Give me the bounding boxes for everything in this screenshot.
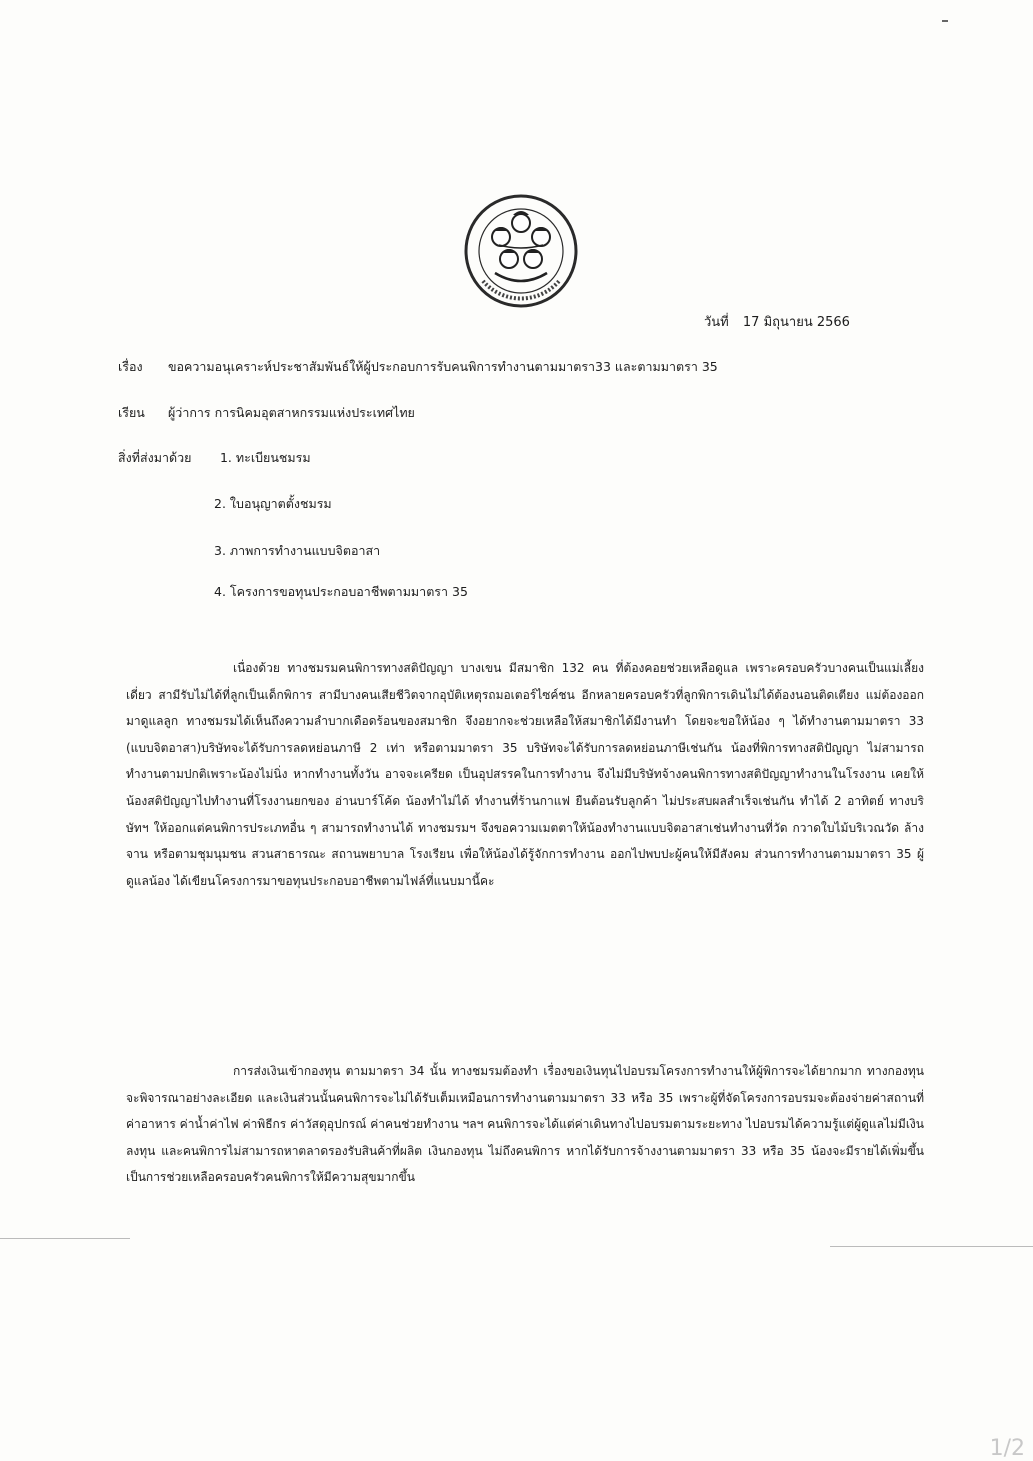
club-seal-logo (463, 193, 579, 309)
enclosure-item: 1. ทะเบียนชมรม (219, 450, 311, 465)
enclosures-label: สิ่งที่ส่งมาด้วย (118, 450, 192, 465)
date-value: 17 มิถุนายน 2566 (742, 315, 850, 330)
enclosure-item: 3. ภาพการทำงานแบบจิตอาสา (214, 543, 381, 558)
recipient-label: เรียน (118, 405, 145, 420)
letter-date (704, 311, 850, 332)
recipient-text: ผู้ว่าการ การนิคมอุตสาหกรรมแห่งประเทศไทย (167, 405, 415, 420)
enclosure-item: 4. โครงการขอทุนประกอบอาชีพตามมาตรา 35 (214, 584, 468, 599)
enclosures-line (118, 448, 311, 468)
body-paragraph-2: การส่งเงินเข้ากองทุน ตามมาตรา 34 นั้น ทางชมรมต้องทำ เรื่องขอเงินทุนไปอบรมโครงการทำงานให้ผู้พิการจะได้ยากมาก ทางกองทุนจะพิจารณาอย่างละเอียด และเงินส่วนนั้นคนพิการจะไม่ได้รับเต็มเหมือนการทำงานตามมาตรา 33 หรือ 35 เพราะผู้ที่จัดโครงการอบรมจะต้องจ่ายค่าสถานที่ ค่าอาหาร ค่าน้ำค่าไฟ ค่าพิธีกร ค่าวัสดุอุปกรณ์ ค่าคนช่วยทำงาน ฯลฯ คนพิการจะได้แต่ค่าเดินทางไปอบรมตามระยะทาง ไปอบรมได้ความรู้แต่ผู้ดูแลไม่มีเงินลงทุน และคนพิการไม่สามารถหาตลาดรองรับสินค้าที่ผลิต เงินกองทุน ไม่ถึงคนพิการ หากได้รับการจ้างงานตามมาตรา 33 หรือ 35 น้องจะมีรายได้เพิ่มขึ้น เป็นการช่วยเหลือครอบครัวคนพิการให้มีความสุขมากขึ้น (126, 1064, 924, 1185)
scan-mark (830, 1246, 1033, 1247)
subject-text: ขอความอนุเคราะห์ประชาสัมพันธ์ให้ผู้ประกอบการรับคนพิการทำงานตามมาตรา33 และตามมาตรา 35 (167, 359, 718, 374)
enclosure-item: 2. ใบอนุญาตตั้งชมรม (214, 496, 332, 511)
date-label: วันที่ (704, 315, 729, 330)
scan-mark (942, 20, 948, 22)
subject-label: เรื่อง (118, 359, 143, 374)
scan-mark (0, 1238, 130, 1239)
subject-line (118, 357, 718, 377)
recipient-line (118, 403, 415, 423)
body-paragraph-1: เนื่องด้วย ทางชมรมคนพิการทางสติปัญญา บางเขน มีสมาชิก 132 คน ที่ต้องคอยช่วยเหลือดูแล เพราะครอบครัวบางคนเป็นแม่เลี้ยงเดี่ยว สามีรับไม่ได้ที่ลูกเป็นเด็กพิการ สามีบางคนเสียชีวิตจากอุบัติเหตุรถมอเตอร์ไซค์ชน อีกหลายครอบครัวที่ลูกพิการเดินไม่ได้ต้องนอนติดเตียง แม่ต้องออกมาดูแลลูก ทางชมรมได้เห็นถึงความลำบากเดือดร้อนของสมาชิก จึงอยากจะช่วยเหลือให้สมาชิกได้มีงานทำ โดยจะขอให้น้อง ๆ ได้ทำงานตามมาตรา 33 (แบบจิตอาสา)บริษัทจะได้รับการลดหย่อนภาษี 2 เท่า หรือตามมาตรา 35 บริษัทจะได้รับการลดหย่อนภาษีเช่นกัน น้องที่พิการทางสติปัญญา ไม่สามารถทำงานตามปกติเพราะน้องไม่นิ่ง หากทำงานทั้งวัน อาจจะเครียด เป็นอุปสรรคในการทำงาน จึงไม่มีบริษัทจ้างคนพิการทางสติปัญญาทำงานในโรงงาน เคยให้น้องสติปัญญาไปทำงานที่โรงงานยกของ อ่านบาร์โค้ด น้องทำไม่ได้ ทำงานที่ร้านกาแฟ ยืนต้อนรับลูกค้า ไม่ประสบผลสำเร็จเช่นกัน ทำได้ 2 อาทิตย์ ทางบริษัทฯ ให้ออกแต่คนพิการประเภทอื่น ๆ สามารถทำงานได้ ทางชมรมฯ จึงขอความเมตตาให้น้องทำงานแบบจิตอาสาเช่นทำงานที่วัด กวาดใบไม้บริเวณวัด ล้างจาน หรือตามชุมนุมชน สวนสาธารณะ สถานพยาบาล โรงเรียน เพื่อให้น้องได้รู้จักการทำงาน ออกไปพบปะผู้คนให้มีสังคม ส่วนการทำงานตามมาตรา 35 ผู้ดูแลน้อง ได้เขียนโครงการมาขอทุนประกอบอาชีพตามไฟล์ที่แนบมานี้คะ (126, 661, 924, 888)
page-number: 1/2 (989, 1436, 1025, 1461)
